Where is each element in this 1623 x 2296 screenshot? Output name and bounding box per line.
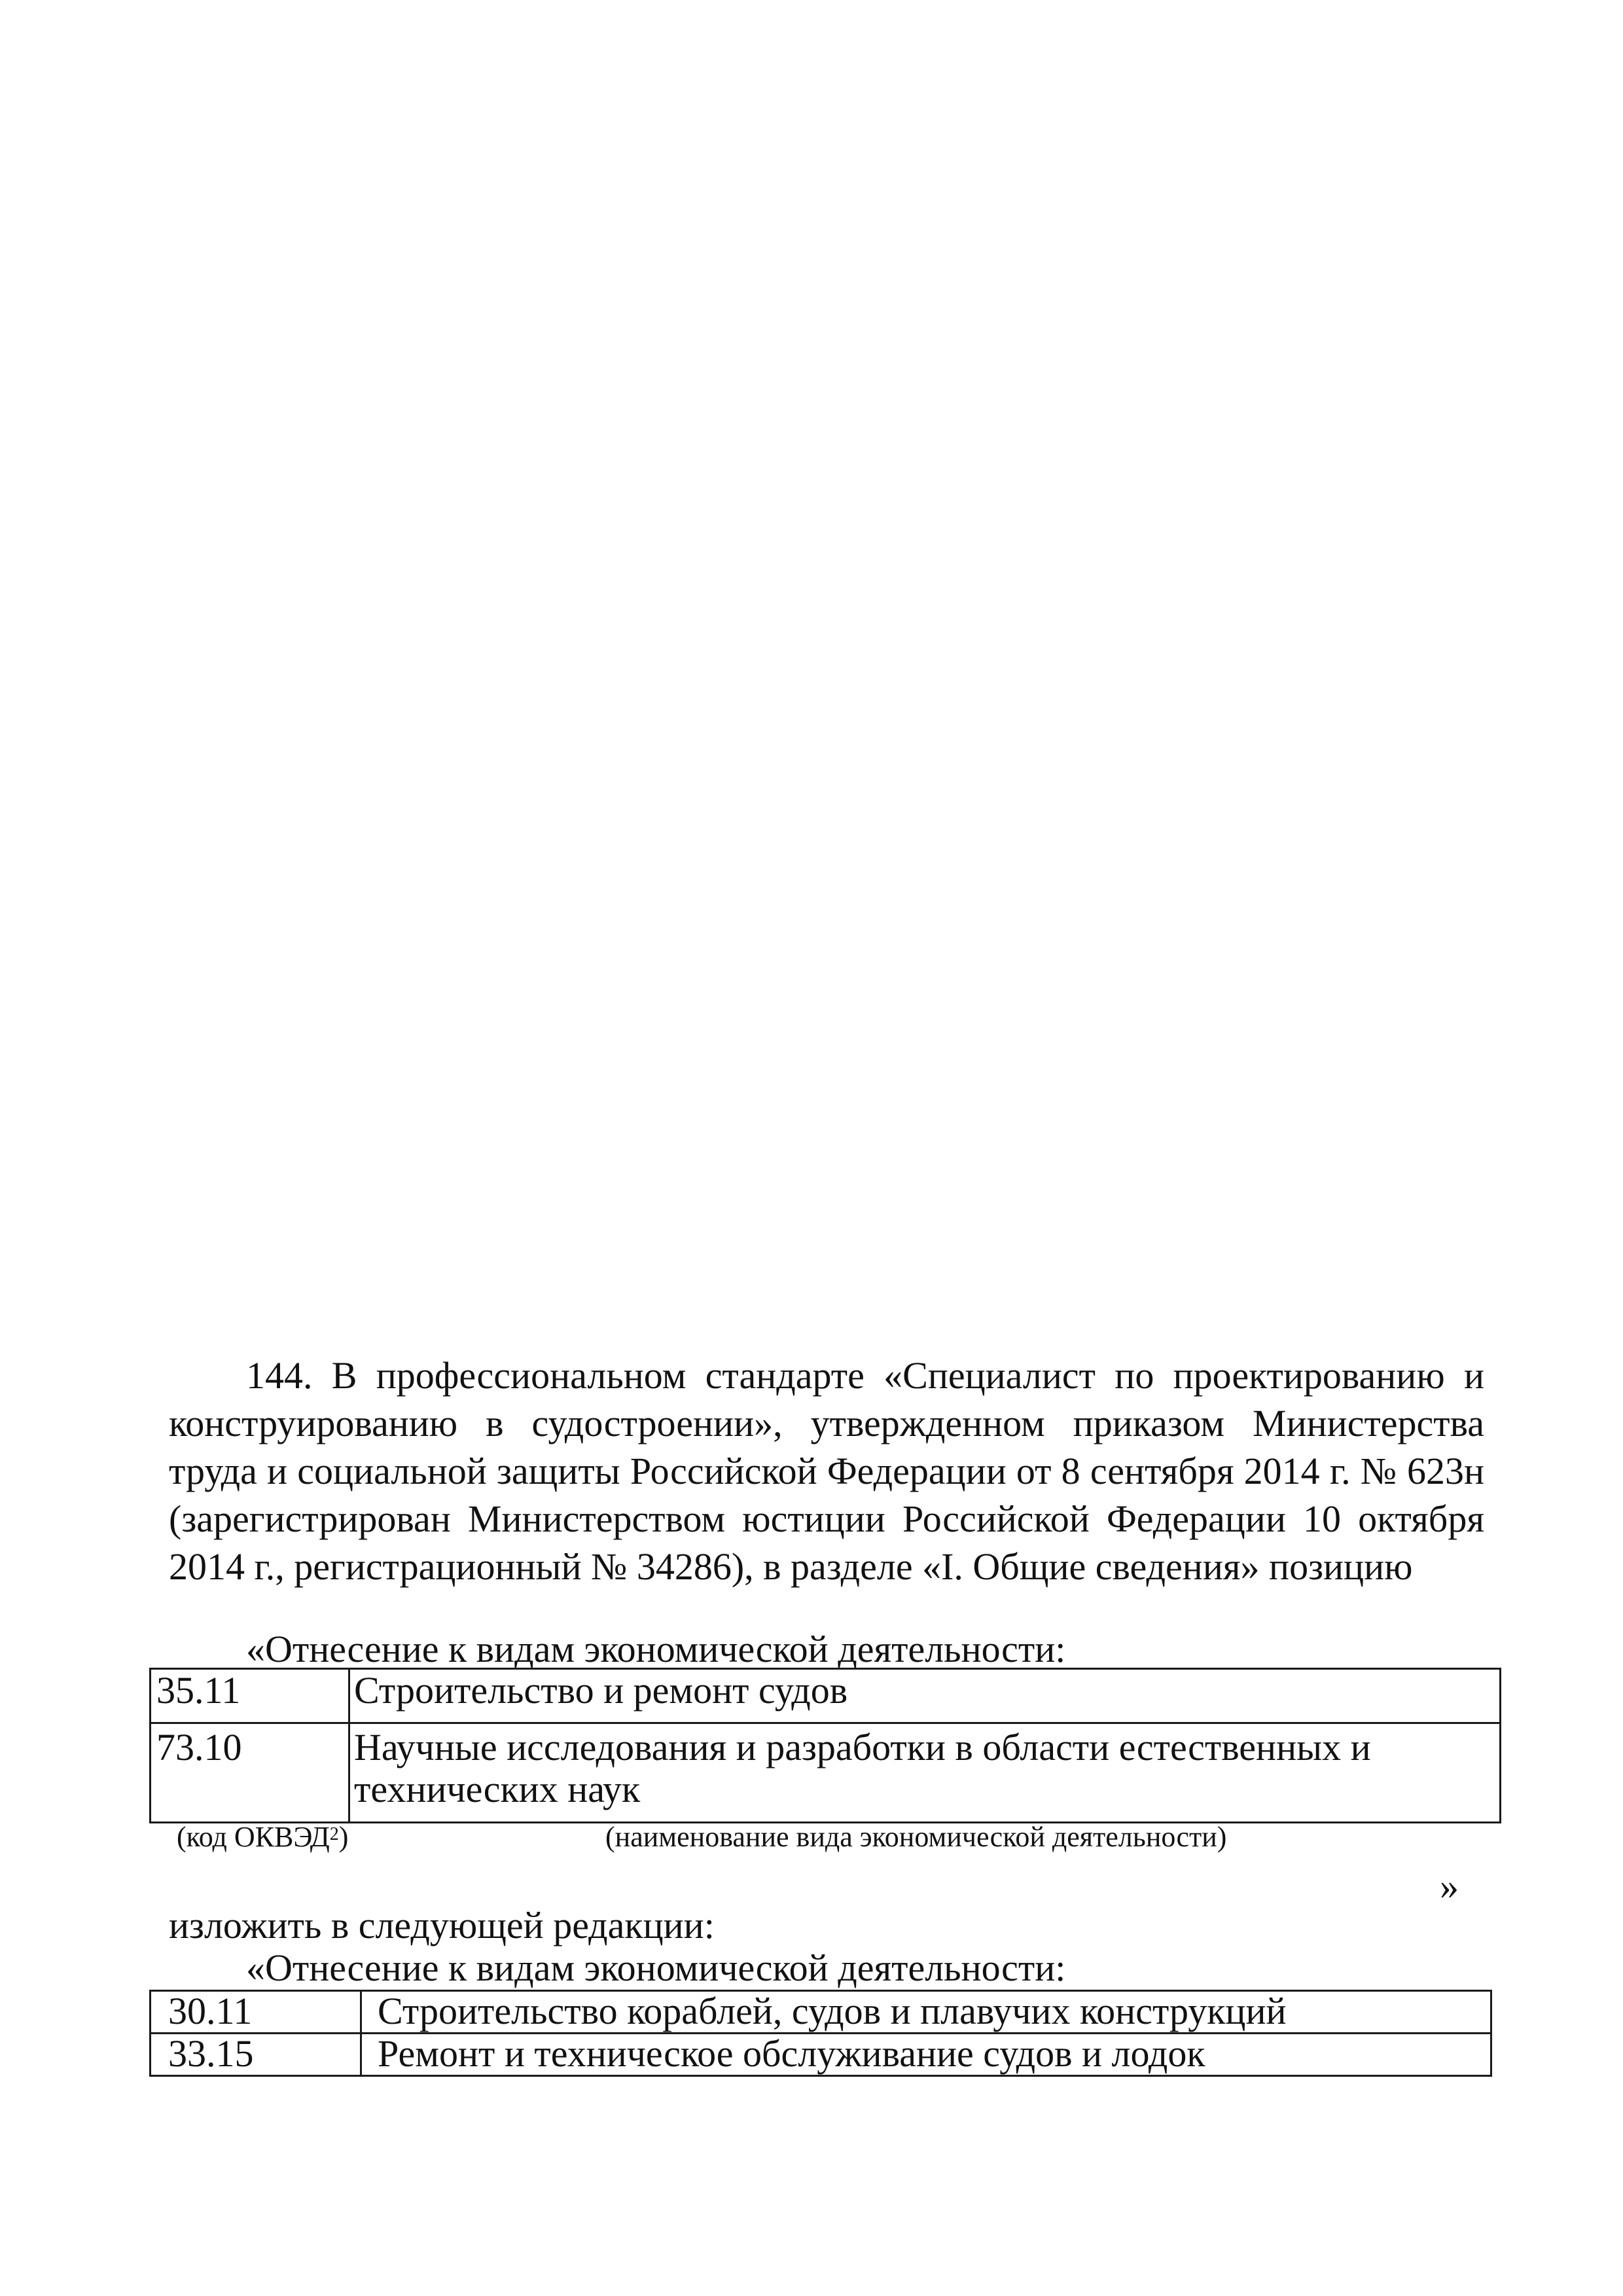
replacement-okved-table [149, 1990, 1492, 2077]
original-okved-table [149, 1668, 1501, 1823]
okved-code-cell: 33.15 [151, 2034, 361, 2076]
original-heading: «Отнесение к видам экономической деятельности: [246, 1628, 1066, 1670]
closing-quote: » [1440, 1865, 1459, 1907]
table-row [151, 1991, 1491, 2034]
caption-code-text: (код ОКВЭД [177, 1821, 330, 1853]
table-row [151, 1723, 1501, 1823]
table-row [151, 2034, 1491, 2076]
replacement-heading: «Отнесение к видам экономической деятельности: [246, 1946, 1066, 1989]
activity-name-cell: Научные исследования и разработки в области естественных и технических наук [349, 1723, 1501, 1823]
okved-code-cell: 73.10 [151, 1723, 349, 1823]
activity-name-cell: Строительство кораблей, судов и плавучих конструкций [361, 1991, 1491, 2034]
okved-code-caption [177, 1821, 348, 1854]
table-row [151, 1669, 1501, 1723]
activity-name-cell: Ремонт и техническое обслуживание судов и лодок [361, 2034, 1491, 2076]
okved-code-cell: 30.11 [151, 1991, 361, 2034]
footnote-mark: 2 [329, 1824, 339, 1844]
caption-code-end: ) [338, 1821, 349, 1853]
okved-code-cell: 35.11 [151, 1669, 349, 1723]
replacement-intro: изложить в следующей редакции: [169, 1904, 715, 1946]
amendment-paragraph: 144. В профессиональном стандарте «Специалист по проектированию и конструированию в судостроении», утвержденном приказом Министерства труда и социальной защиты Российской Федерации от 8 сентября 2014 г. № 623н (зарегистрирован Министерством юстиции Российской Федерации 10 октября 2014 г., регистрационный № 34286), в разделе «I. Общие сведения» позицию [169, 1354, 1484, 1588]
activity-name-cell: Строительство и ремонт судов [349, 1669, 1501, 1723]
activity-name-caption: (наименование вида экономической деятельности) [605, 1821, 1227, 1853]
